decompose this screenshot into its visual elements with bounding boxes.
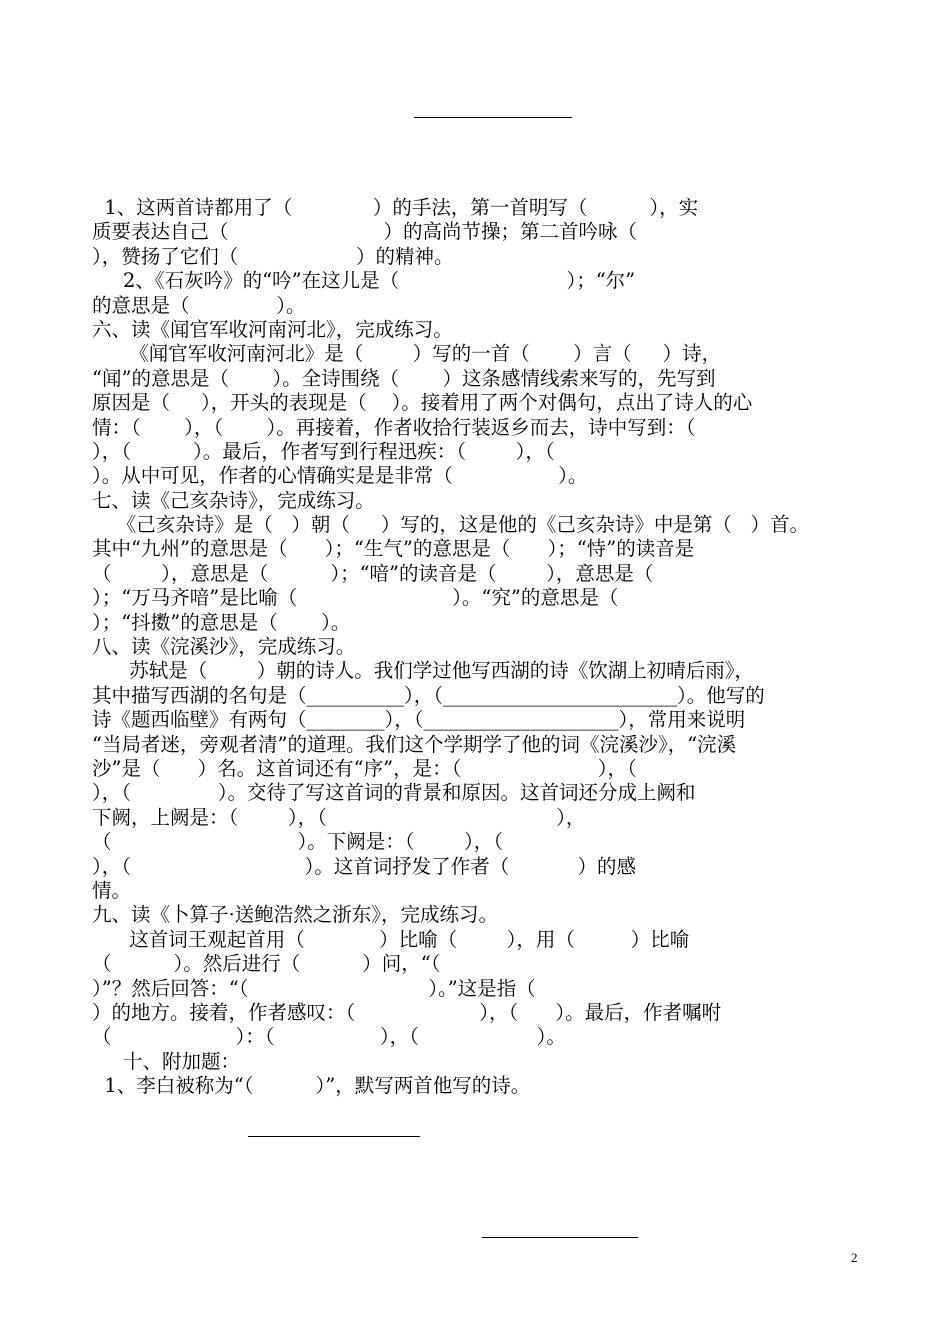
section-heading: 十、附加题： <box>92 1049 240 1073</box>
text-line: ）”？然后回答：“（ ）。”这是指（ <box>92 976 536 1000</box>
page-number: 2 <box>851 1250 858 1265</box>
text-line: 1、这两首诗都用了（ ）的手法，第一首明写（ ），实 <box>92 196 699 219</box>
text-line: “当局者迷，旁观者清”的道理。我们这个学期学了他的词《浣溪沙》，“浣溪 <box>92 732 737 756</box>
text-line: 其中描写西湖的名句是（__________），（________________________）。他写的 <box>92 683 765 707</box>
text-line: 沙”是（ ）名。这首词还有“序”，是：（ ），（ <box>92 756 637 780</box>
text-line: （ ），意思是（ ）；“喑”的读音是（ ），意思是（ <box>92 561 654 585</box>
worksheet-body <box>92 196 860 1098</box>
text-line: ）；“抖擞”的意思是（ ）。 <box>92 610 351 634</box>
text-line: 下阙，上阙是：（ ），（ ）， <box>92 805 586 829</box>
text-line: ）的地方。接着，作者感叹：（ ），（ ）。最后，作者嘱咐 <box>92 1000 722 1024</box>
text-line: ），（ ）。最后，作者写到行程迅疾：（ ），（ <box>92 439 555 463</box>
text-line: 1、李白被称为“（ ）”，默写两首他写的诗。 <box>92 1074 531 1098</box>
text-line: （ ）：（ ），（ ）。 <box>92 1025 566 1049</box>
text-line: （ ）。然后进行（ ）问，“（ <box>92 952 441 976</box>
text-line: 《闻官军收河南河北》是（ ）写的一首（ ）言（ ）诗， <box>92 342 722 366</box>
text-line: ），（ ）。交待了写这首词的背景和原因。这首词还分成上阙和 <box>92 781 696 805</box>
section-heading: 七、读《己亥杂诗》，完成练习。 <box>92 488 375 512</box>
bottom-rule <box>482 1237 638 1238</box>
text-line: 原因是（ ），开头的表现是（ ）。接着用了两个对偶句，点出了诗人的心 <box>92 391 753 415</box>
text-line: 其中“九州”的意思是（ ）；“生气”的意思是（ ）；“恃”的读音是 <box>92 537 695 561</box>
text-line: （ ）。下阙是：（ ），（ <box>92 830 504 854</box>
text-line: 《己亥杂诗》是（ ）朝（ ）写的，这是他的《己亥杂诗》中是第（ ）首。 <box>92 513 809 537</box>
text-line: ），（ ）。这首词抒发了作者（ ）的感 <box>92 854 636 878</box>
section-heading: 九、读《卜算子·送鲍浩然之浙东》，完成练习。 <box>92 903 498 927</box>
text-line: ），赞扬了它们（ ）的精神。 <box>92 244 454 268</box>
text-line: 情：（ ），（ ）。再接着，作者收拾行装返乡而去，诗中写到：（ <box>92 415 696 439</box>
text-line: 苏轼是（ ）朝的诗人。我们学过他写西湖的诗《饮湖上初晴后雨》， <box>92 659 755 683</box>
section-heading: 八、读《浣溪沙》，完成练习。 <box>92 635 356 659</box>
answer-rule <box>248 1136 420 1137</box>
text-line: 2、《石灰吟》的“吟”在这儿是（ ）；“尔” <box>92 269 636 293</box>
text-line: 的意思是（ ）。 <box>92 293 306 317</box>
text-line: ）；“万马齐喑”是比喻（ ）。“究”的意思是（ <box>92 586 619 610</box>
top-rule <box>414 117 572 118</box>
text-line: “闻”的意思是（ ）。全诗围绕（ ）这条感情线索来写的，先写到 <box>92 366 716 390</box>
text-line: 情。 <box>92 878 132 902</box>
text-line: 这首词王观起首用（ ）比喻（ ），用（ ）比喻 <box>92 927 690 951</box>
text-line: ）。从中可见，作者的心情确实是是非常（ ）。 <box>92 464 588 488</box>
text-line: 诗《题西临壁》有两句（________），（____________________），常用来说明 <box>92 708 746 732</box>
text-line: 质要表达自己（ ）的高尚节操；第二首吟咏（ <box>92 220 675 244</box>
section-heading: 六、读《闻官军收河南河北》，完成练习。 <box>92 317 453 341</box>
